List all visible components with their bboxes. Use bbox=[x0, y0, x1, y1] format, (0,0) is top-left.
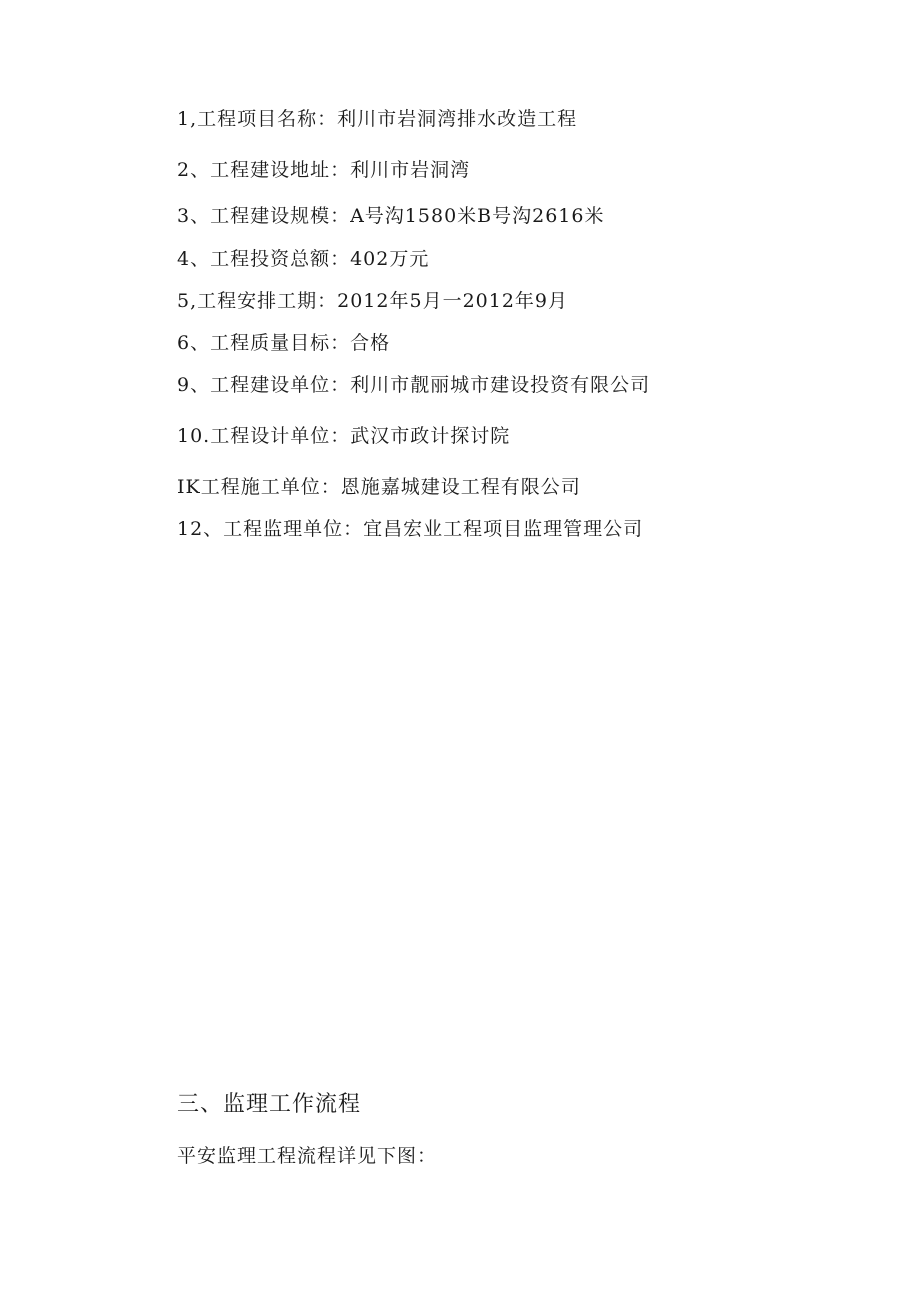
project-name-line: 1,工程项目名称：利川市岩洞湾排水改造工程 bbox=[177, 108, 578, 130]
project-contractor-line: IK工程施工单位：恩施嘉城建设工程有限公司 bbox=[177, 476, 581, 498]
project-owner-line: 9、工程建设单位：利川市靓丽城市建设投资有限公司 bbox=[177, 374, 651, 396]
section-intro: 平安监理工程流程详见下图： bbox=[177, 1145, 438, 1167]
project-designer-line: 10.工程设计单位：武汉市政计探讨院 bbox=[177, 425, 511, 447]
project-investment-line: 4、工程投资总额：402万元 bbox=[177, 248, 430, 270]
project-supervisor-line: 12、工程监理单位：宜昌宏业工程项目监理管理公司 bbox=[177, 518, 644, 540]
project-address-line: 2、工程建设地址：利川市岩洞湾 bbox=[177, 159, 471, 181]
section-heading: 三、监理工作流程 bbox=[177, 1092, 362, 1117]
project-schedule-line: 5,工程安排工期：2012年5月一2012年9月 bbox=[177, 290, 569, 312]
project-scale-line: 3、工程建设规模：A号沟1580米B号沟2616米 bbox=[177, 205, 605, 227]
project-quality-line: 6、工程质量目标：合格 bbox=[177, 332, 391, 354]
